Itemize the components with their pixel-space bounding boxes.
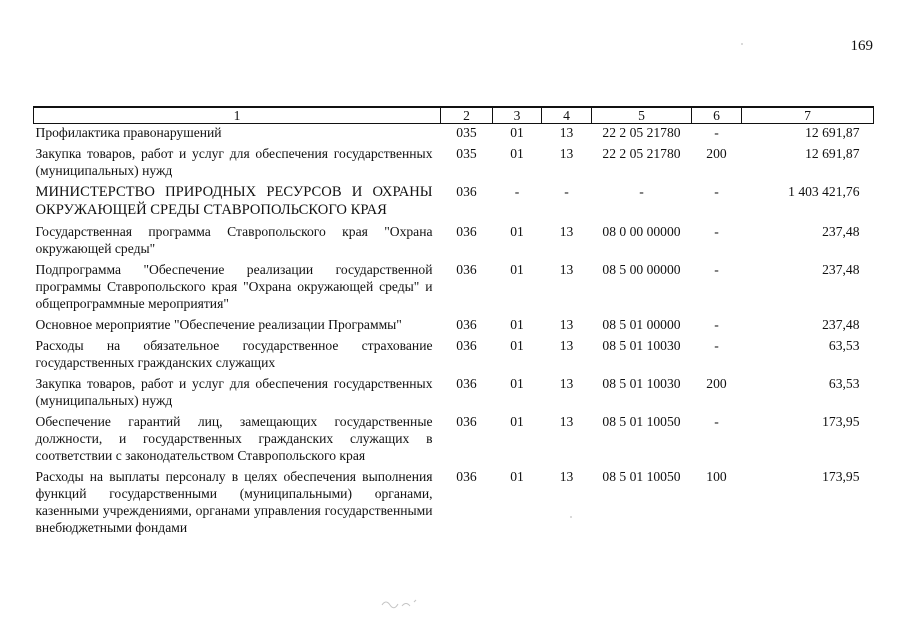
row-expense-type: -: [714, 338, 719, 353]
row-subsection: 13: [559, 146, 574, 161]
row-ministry-code: 036: [456, 262, 477, 277]
header-cell-7: 7: [742, 107, 874, 124]
table-row: [34, 337, 874, 375]
row-name: Обеспечение гарантий лиц, замещающих государственные должности, и государственных гражданских служащих в соответствии с законодательством Ставропольского края: [35, 414, 433, 463]
header-cell-6: 6: [692, 107, 742, 124]
row-section: 01: [510, 469, 524, 484]
row-section: 01: [510, 414, 524, 429]
table-row: [34, 413, 874, 468]
row-target-article: 08 5 01 10050: [602, 414, 681, 429]
table-row: [34, 261, 874, 316]
header-cell-5: 5: [592, 107, 692, 124]
header-cell-4: 4: [542, 107, 592, 124]
row-amount: 1 403 421,76: [788, 184, 860, 199]
row-section: 01: [510, 376, 524, 391]
row-expense-type: 200: [706, 146, 727, 161]
row-target-article: 08 5 01 10030: [602, 376, 681, 391]
row-expense-type: -: [714, 184, 719, 199]
row-ministry-code: 036: [456, 469, 477, 484]
table-row: [34, 145, 874, 183]
header-cell-3: 3: [493, 107, 542, 124]
row-expense-type: -: [714, 125, 719, 140]
row-name: Закупка товаров, работ и услуг для обеспечения государственных (муниципальных) нужд: [35, 146, 433, 178]
row-expense-type: -: [714, 414, 719, 429]
row-ministry-code: 035: [456, 146, 477, 161]
row-ministry-code: 036: [456, 224, 477, 239]
row-name: Расходы на выплаты персоналу в целях обеспечения выполнения функций государственными (муниципальными) органами, казенными учреждениями, органами управления государственными внебюджетными фондами: [35, 469, 433, 535]
row-amount: 173,95: [822, 414, 860, 429]
row-subsection: 13: [559, 262, 574, 277]
row-subsection: 13: [559, 338, 574, 353]
row-name: Расходы на обязательное государственное страхование государственных гражданских служащих: [35, 338, 433, 370]
row-subsection: 13: [559, 125, 574, 140]
row-name: Профилактика правонарушений: [35, 125, 222, 140]
row-target-article: 08 5 00 00000: [602, 262, 681, 277]
row-name: Основное мероприятие "Обеспечение реализации Программы": [35, 317, 402, 332]
row-name: Закупка товаров, работ и услуг для обеспечения государственных (муниципальных) нужд: [35, 376, 433, 408]
table-row: [34, 223, 874, 261]
row-subsection: 13: [559, 224, 574, 239]
row-name: МИНИСТЕРСТВО ПРИРОДНЫХ РЕСУРСОВ И ОХРАНЫ ОКРУЖАЮЩЕЙ СРЕДЫ СТАВРОПОЛЬСКОГО КРАЯ: [35, 184, 433, 218]
row-ministry-code: 036: [456, 317, 477, 332]
row-expense-type: 200: [706, 376, 727, 391]
row-expense-type: 100: [706, 469, 727, 484]
row-section: 01: [510, 146, 524, 161]
row-ministry-code: 036: [456, 338, 477, 353]
row-amount: 237,48: [822, 224, 860, 239]
row-section: 01: [510, 262, 524, 277]
table-row: [34, 468, 874, 540]
scan-speck: [570, 516, 572, 518]
faint-mark-scribble: [380, 596, 420, 610]
row-subsection: 13: [559, 469, 574, 484]
header-cell-1: 1: [34, 107, 441, 124]
row-target-article: 08 0 00 00000: [602, 224, 681, 239]
header-row: [34, 107, 874, 124]
scan-speck: [741, 43, 743, 45]
row-subsection: 13: [559, 317, 574, 332]
row-subsection: 13: [559, 376, 574, 391]
row-target-article: 22 2 05 21780: [602, 146, 681, 161]
row-amount: 63,53: [828, 338, 860, 353]
row-amount: 237,48: [822, 262, 860, 277]
row-target-article: 08 5 01 10050: [602, 469, 681, 484]
row-section: 01: [510, 317, 524, 332]
row-amount: 12 691,87: [805, 146, 860, 161]
row-target-article: 22 2 05 21780: [602, 125, 681, 140]
row-name: Подпрограмма "Обеспечение реализации государственной программы Ставропольского края "Охрана окружающей среды" и общепрограммные мероприятия": [35, 262, 433, 311]
row-target-article: 08 5 01 00000: [602, 317, 681, 332]
row-ministry-code: 035: [456, 125, 477, 140]
row-amount: 237,48: [822, 317, 860, 332]
row-subsection: 13: [559, 414, 574, 429]
row-section: 01: [510, 125, 524, 140]
page-number: 169: [850, 38, 873, 54]
row-section: 01: [510, 338, 524, 353]
row-target-article: 08 5 01 10030: [602, 338, 681, 353]
row-amount: 12 691,87: [805, 125, 860, 140]
header-cell-2: 2: [441, 107, 493, 124]
row-target-article: -: [639, 184, 644, 199]
budget-table: [33, 106, 874, 540]
row-section: -: [514, 184, 520, 199]
table-row: [34, 316, 874, 337]
row-ministry-code: 036: [456, 184, 477, 199]
row-name: Государственная программа Ставропольского края "Охрана окружающей среды": [35, 224, 433, 256]
row-expense-type: -: [714, 317, 719, 332]
row-expense-type: -: [714, 262, 719, 277]
row-ministry-code: 036: [456, 414, 477, 429]
row-section: 01: [510, 224, 524, 239]
table-row: [34, 183, 874, 223]
row-subsection: -: [564, 184, 569, 199]
row-amount: 63,53: [828, 376, 860, 391]
table-row: [34, 124, 874, 146]
row-expense-type: -: [714, 224, 719, 239]
row-amount: 173,95: [822, 469, 860, 484]
table-row: [34, 375, 874, 413]
row-ministry-code: 036: [456, 376, 477, 391]
